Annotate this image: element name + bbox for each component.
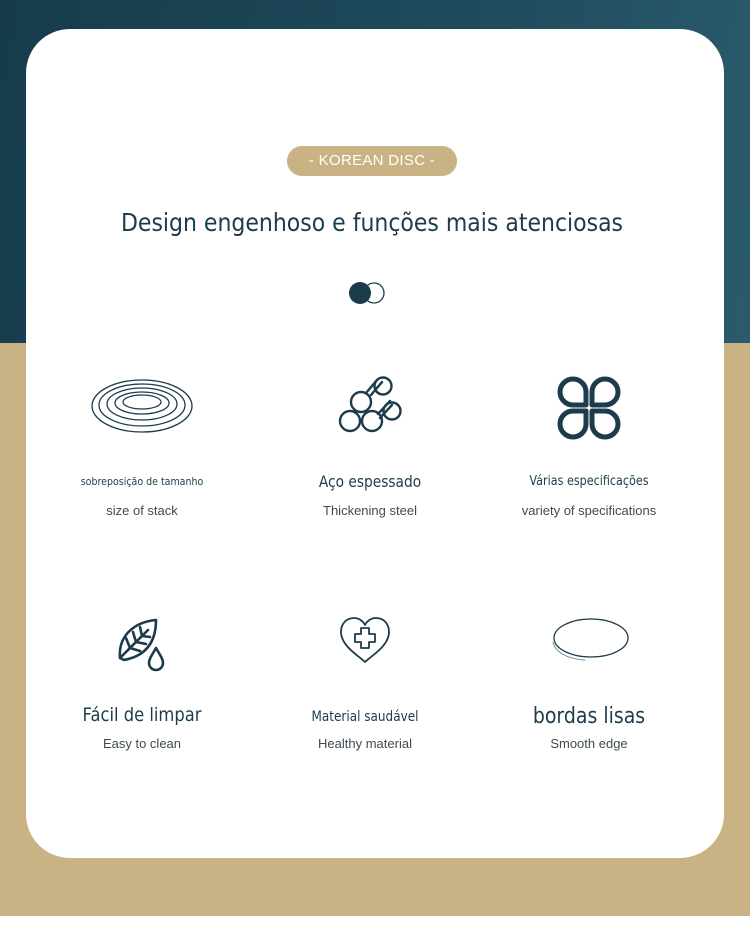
feature-title: Várias especificações	[529, 474, 649, 489]
feature-healthy-material	[250, 604, 480, 764]
feature-subtitle: size of stack	[106, 503, 178, 518]
background-strip	[0, 916, 750, 947]
leaf-drop-icon	[112, 614, 172, 674]
page-title: Design engenhoso e funções mais atenciosas	[120, 208, 624, 237]
feature-subtitle: Thickening steel	[323, 503, 417, 518]
korean-disc-badge: - KOREAN DISC -	[287, 146, 457, 176]
feature-subtitle: Healthy material	[318, 736, 412, 751]
feature-title: sobreposição de tamanho	[80, 475, 204, 488]
stacked-plates-icon	[87, 368, 197, 444]
steel-pipes-icon	[330, 368, 410, 444]
feature-title: bordas lisas	[532, 704, 646, 729]
feature-easy-clean	[27, 604, 257, 764]
oval-plate-icon	[541, 612, 637, 672]
feature-subtitle: Smooth edge	[550, 736, 628, 751]
heart-cross-icon	[337, 614, 393, 666]
feature-smooth-edge	[474, 604, 704, 764]
four-leaf-icon	[551, 370, 627, 446]
feature-title: Fácil de limpar	[82, 704, 202, 726]
feature-stack-size	[27, 368, 257, 528]
feature-title: Material saudável	[311, 709, 419, 725]
feature-title: Aço espessado	[318, 472, 422, 491]
dots-icon	[348, 281, 388, 305]
feature-subtitle: variety of specifications	[521, 503, 657, 518]
feature-subtitle: Easy to clean	[102, 736, 182, 751]
feature-thick-steel	[255, 368, 485, 528]
feature-specifications	[474, 368, 704, 528]
